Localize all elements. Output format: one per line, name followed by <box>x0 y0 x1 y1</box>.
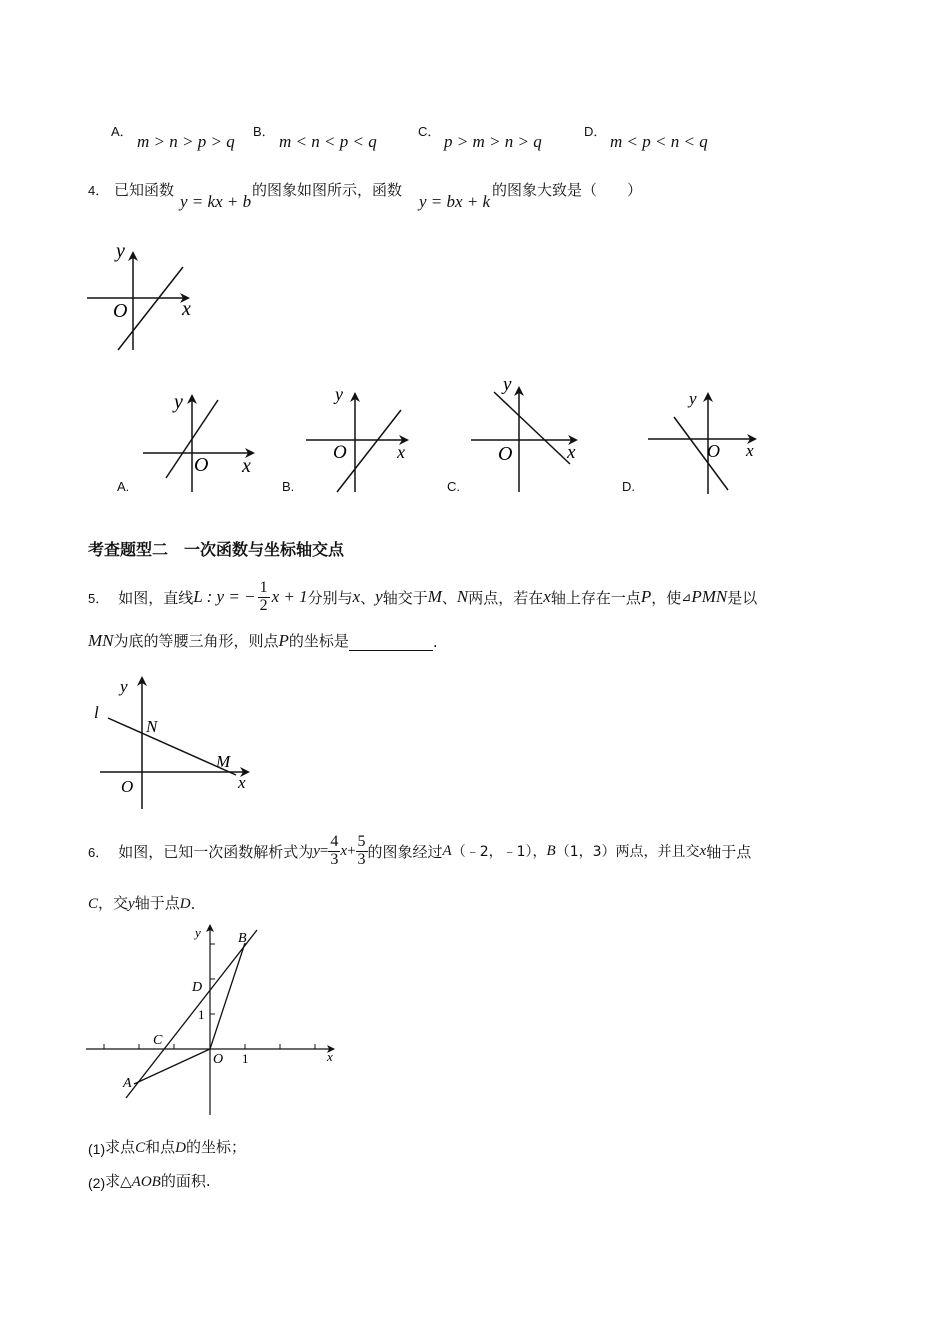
q6-var: y <box>313 842 320 859</box>
q5-text: 为底的等腰三角形，则点 <box>113 632 279 650</box>
y-tick-label-1: 1 <box>198 1007 205 1022</box>
q5-figure <box>86 672 258 812</box>
x-label: x <box>327 1049 333 1064</box>
fraction-numerator: 4 <box>330 832 339 850</box>
sub-question-text: 求点 <box>105 1138 136 1156</box>
point-c-label: C <box>153 1033 163 1048</box>
option-c-label: C. <box>447 479 460 494</box>
origin-label: O <box>121 777 134 796</box>
y-label: y <box>120 677 128 696</box>
q5-var: M <box>427 587 442 606</box>
q5-text: . <box>432 633 438 651</box>
y-ticks <box>210 944 215 1014</box>
question-number: 6． <box>88 844 109 860</box>
q6-var: A <box>442 842 452 859</box>
q5-var: P <box>640 587 652 606</box>
q6-text: 轴于点 <box>706 842 752 861</box>
x-label: x <box>397 442 405 462</box>
y-label: y <box>174 391 183 413</box>
q6-fraction-1 <box>328 834 340 869</box>
x-label: x <box>746 441 754 460</box>
segment-ao <box>134 1049 210 1084</box>
option-a-expr: m > n > p > q <box>137 132 235 151</box>
q6-var: B <box>546 842 556 859</box>
q5-var: P <box>278 631 289 650</box>
sub-question-text: 求△ <box>105 1172 132 1190</box>
q6-var: D <box>179 896 191 912</box>
q6-text: （1，3）两点，并且交 <box>555 844 700 860</box>
sub-question-var: C <box>135 1140 146 1156</box>
option-b-expr: m < n < p < q <box>279 132 377 151</box>
q4-formula-2: y = bx + k <box>419 192 491 211</box>
q6-text: 的图象经过 <box>367 842 443 861</box>
question-6-line-2 <box>88 892 195 913</box>
question-6-line-1 <box>88 826 751 876</box>
option-c-expr: p > m > n > q <box>444 132 542 151</box>
sub-question-1 <box>88 1136 246 1157</box>
sub-question-var: D <box>175 1140 187 1156</box>
q4-option-d-graph <box>644 384 762 496</box>
question-number: 5． <box>88 590 109 606</box>
x-label: x <box>242 455 251 477</box>
x-label: x <box>238 773 246 792</box>
q6-var: x <box>699 842 707 859</box>
sub-question-2 <box>88 1170 211 1191</box>
option-a-letter: A． <box>111 124 133 139</box>
graph-line <box>118 267 183 350</box>
q6-op: + <box>347 842 356 859</box>
q6-text: （﹣2，﹣1）， <box>451 844 547 860</box>
q4-option-a-graph <box>138 388 260 494</box>
origin-label: O <box>213 1052 224 1067</box>
q4-text-3: 的图象大致是（ ） <box>492 181 643 199</box>
option-d-letter: D． <box>584 124 607 139</box>
sub-question-number: (1) <box>88 1141 106 1157</box>
q4-text-2: 的图象如图所示，函数 <box>252 181 403 199</box>
sub-question-var: AOB <box>131 1174 161 1190</box>
x-label: x <box>567 442 576 463</box>
q6-fraction-2 <box>356 834 368 869</box>
origin-label: O <box>707 441 720 461</box>
fraction-numerator: 5 <box>357 832 366 850</box>
question-5-line-1 <box>88 572 757 622</box>
q4-option-b-graph <box>303 382 415 494</box>
y-label: y <box>335 384 343 404</box>
q5-var: MN <box>88 631 114 650</box>
q5-var: N <box>456 587 469 606</box>
q5-text: 、 <box>441 588 457 607</box>
q5-var: x <box>352 587 361 606</box>
q5-text: ，使 <box>651 588 682 607</box>
option-d-expr: m < p < n < q <box>610 132 708 151</box>
fraction-denominator: 3 <box>357 850 366 868</box>
option-b-label: B. <box>282 479 295 494</box>
sub-question-text: 的坐标； <box>186 1138 247 1156</box>
origin-label: O <box>113 300 128 322</box>
q4-formula-1: y = kx + b <box>180 192 252 211</box>
fraction-denominator: 2 <box>259 596 268 614</box>
q4-text-1: 已知函数 <box>114 181 175 199</box>
option-b-letter: B． <box>253 124 275 139</box>
q5-formula: L : y = − <box>193 587 256 606</box>
origin-label: O <box>194 454 209 476</box>
q6-var: C <box>88 896 99 912</box>
q5-text: 分别与 <box>307 588 353 607</box>
line-cd <box>126 930 257 1098</box>
q6-figure <box>84 920 344 1120</box>
point-n-label: N <box>146 717 158 736</box>
sub-question-text: 的面积. <box>160 1172 211 1190</box>
point-a-label: A <box>123 1076 132 1091</box>
sub-question-text: 和点 <box>145 1138 176 1156</box>
fraction-numerator: 1 <box>259 578 268 596</box>
q6-text: . <box>190 895 196 913</box>
origin-label: O <box>498 443 513 465</box>
point-d-label: D <box>192 980 203 995</box>
q6-text: 轴于点 <box>134 894 180 912</box>
line-label-l: l <box>94 703 99 722</box>
q6-text: ，交 <box>98 894 129 912</box>
q5-text: 是以 <box>727 588 758 607</box>
fraction-denominator: 3 <box>330 850 339 868</box>
q4-option-c-graph <box>468 374 583 494</box>
y-label: y <box>116 240 125 262</box>
sub-question-number: (2) <box>88 1175 106 1191</box>
option-a-label: A. <box>117 479 130 494</box>
q6-var: y <box>128 896 135 912</box>
q6-var: x <box>340 842 348 859</box>
point-b-label: B <box>238 931 247 946</box>
y-label: y <box>195 925 201 940</box>
origin-label: O <box>333 442 347 463</box>
q5-var: PMN <box>691 587 728 606</box>
x-label: x <box>182 298 191 320</box>
segment-ob <box>210 943 245 1049</box>
q5-text: 如图，直线 <box>118 588 194 607</box>
q5-text: 轴上存在一点 <box>550 588 641 607</box>
q5-var: y <box>375 587 383 606</box>
q5-text: 轴交于 <box>382 588 428 607</box>
question-number: 4． <box>88 183 109 198</box>
q6-text: 如图，已知一次函数解析式为 <box>118 842 314 861</box>
q5-formula: x + 1 <box>271 587 308 606</box>
q5-fraction <box>258 580 270 615</box>
y-label: y <box>689 389 697 408</box>
section-title: 考查题型二 一次函数与坐标轴交点 <box>88 540 345 559</box>
answer-blank[interactable] <box>349 634 433 651</box>
q5-text: 的坐标是 <box>288 632 349 650</box>
option-c-letter: C． <box>418 124 441 139</box>
q5-text: 、 <box>360 588 376 607</box>
q5-text: 两点，若在 <box>468 588 544 607</box>
q6-op: = <box>319 842 329 859</box>
q4-main-graph <box>80 235 200 355</box>
point-m-label: M <box>216 752 231 771</box>
x-tick-label-1: 1 <box>242 1051 249 1066</box>
option-d-label: D. <box>622 479 635 494</box>
q5-var: x <box>543 587 551 606</box>
question-5-line-2 <box>88 630 438 651</box>
triangle-symbol: ⊿ <box>681 589 692 604</box>
y-label: y <box>503 374 512 395</box>
